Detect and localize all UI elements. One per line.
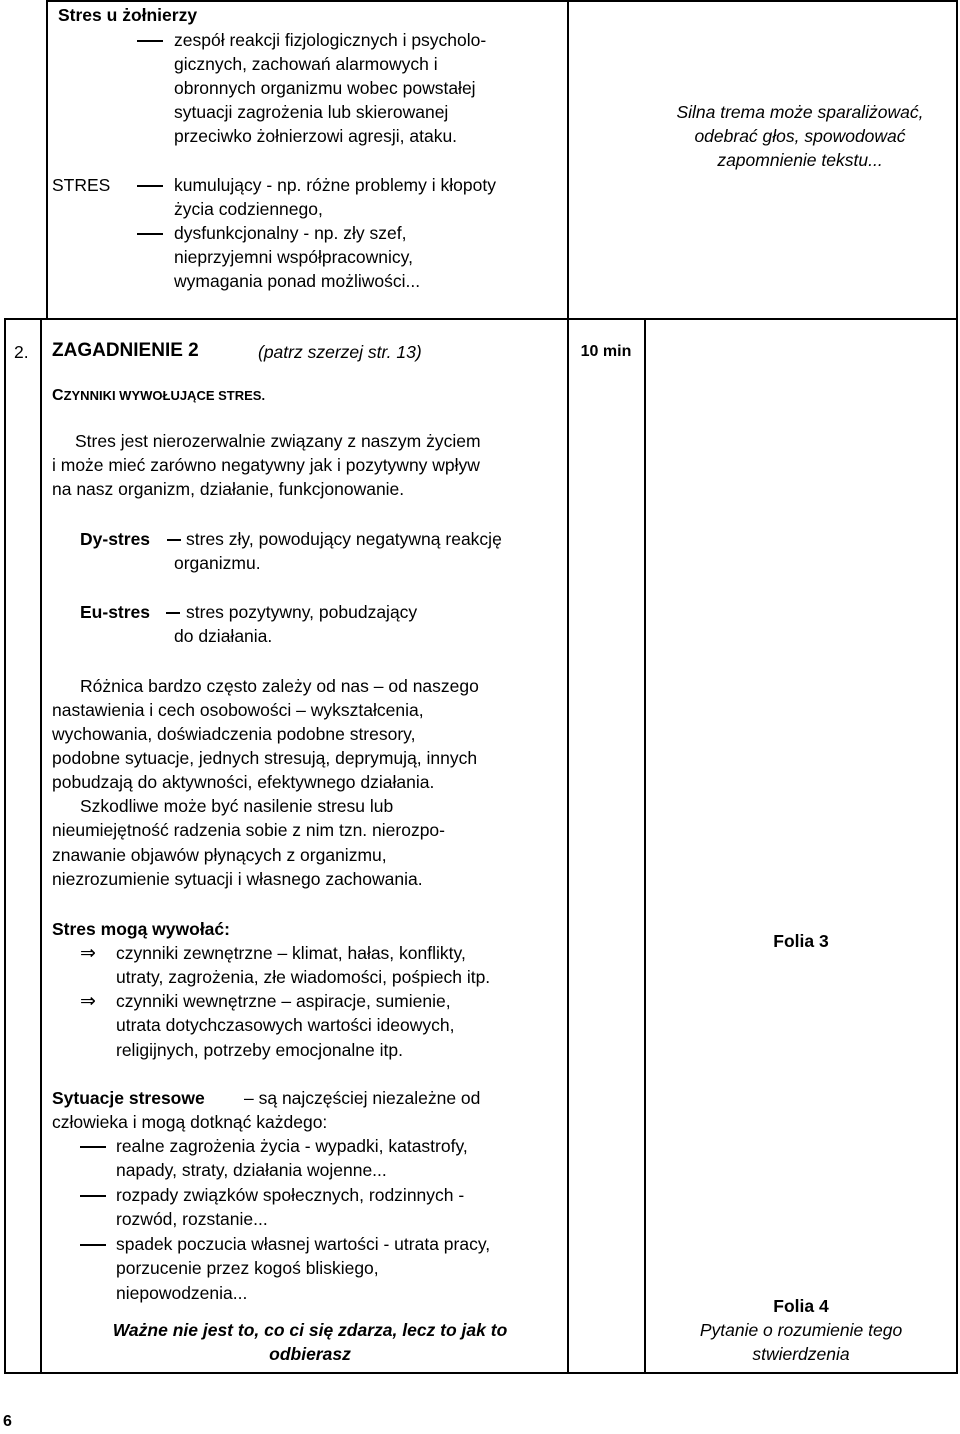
table-border-bottom <box>4 1372 958 1374</box>
difference-line: wychowania, doświadczenia podobne stresory, <box>52 724 416 744</box>
intro-line: Stres jest nierozerwalnie związany z naszym życiem <box>75 431 481 451</box>
folia-3-label: Folia 3 <box>773 931 829 951</box>
table-column-divider-2 <box>644 318 646 1373</box>
intro-line: na nasz organizm, działanie, funkcjonowanie. <box>52 479 405 499</box>
definition-line: sytuacji zagrożenia lub skierowanej <box>174 102 449 122</box>
dystres-dash <box>167 539 181 541</box>
eustres-definition: do działania. <box>174 626 273 646</box>
eustres-term: Eu-stres <box>80 602 151 622</box>
double-arrow-icon: ⇒ <box>80 942 96 964</box>
eustres-dash <box>166 612 180 614</box>
situation-line: rozwód, rozstanie... <box>116 1209 268 1229</box>
section-heading: Stres u żołnierzy <box>58 5 198 25</box>
stres-label: STRES <box>52 175 111 195</box>
subtitle-initial: C <box>52 387 64 404</box>
situation-line: niepowodzenia... <box>116 1283 248 1303</box>
table-column-divider-1 <box>567 318 569 1373</box>
causes-heading: Stres mogą wywołać: <box>52 919 230 939</box>
side-note-line: zapomnienie tekstu... <box>717 150 883 170</box>
folia-4-note: Pytanie o rozumienie tego <box>699 1320 903 1340</box>
type-line: dysfunkcjonalny - np. zły szef, <box>174 223 407 243</box>
cause-line: czynniki zewnętrzne – klimat, hałas, konflikty, <box>116 943 466 963</box>
difference-line: podobne sytuacje, jednych stresują, deprymują, innych <box>52 748 478 768</box>
time-estimate: 10 min <box>580 343 632 360</box>
cause-line: utraty, zagrożenia, złe wiadomości, pośpiech itp. <box>116 967 491 987</box>
cause-line: religijnych, potrzeby emocjonalne itp. <box>116 1040 403 1060</box>
table-column-divider-top <box>567 0 569 319</box>
cause-line: utrata dotychczasowych wartości ideowych, <box>116 1015 455 1035</box>
table-number-column-divider <box>40 318 42 1373</box>
side-note-line: odebrać głos, spowodować <box>694 126 906 146</box>
section-title: ZAGADNIENIE 2 <box>52 340 199 361</box>
subtitle-rest: ZYNNIKI WYWOŁUJĄCE STRES. <box>63 388 266 403</box>
situations-lead: – są najczęściej niezależne od <box>244 1088 481 1108</box>
type-dash <box>137 233 163 235</box>
definition-dash <box>137 40 163 42</box>
difference-line: znawanie objawów płynących z organizmu, <box>52 845 387 865</box>
difference-line: nastawienia i cech osobowości – wykształcenia, <box>52 700 424 720</box>
situation-line: rozpady związków społecznych, rodzinnych - <box>116 1185 465 1205</box>
situation-line: realne zagrożenia życia - wypadki, katastrofy, <box>116 1136 468 1156</box>
side-note-line: Silna trema może sparaliżować, <box>676 102 924 122</box>
situation-dash <box>80 1146 106 1148</box>
dystres-definition: organizmu. <box>174 553 261 573</box>
type-line: życia codziennego, <box>174 199 323 219</box>
section-number: 2. <box>14 342 29 362</box>
table-border-right <box>956 0 958 1373</box>
folia-4-note: stwierdzenia <box>752 1344 850 1364</box>
difference-line: pobudzają do aktywności, efektywnego działania. <box>52 772 435 792</box>
closing-quote-line: odbierasz <box>269 1344 351 1364</box>
situation-line: napady, straty, działania wojenne... <box>116 1160 387 1180</box>
type-dash <box>137 185 163 187</box>
cause-line: czynniki wewnętrzne – aspiracje, sumienie, <box>116 991 451 1011</box>
type-line: nieprzyjemni współpracownicy, <box>174 247 413 267</box>
type-line: wymagania ponad możliwości... <box>174 271 421 291</box>
definition-line: obronnych organizmu wobec powstałej <box>174 78 476 98</box>
type-line: kumulujący - np. różne problemy i kłopoty <box>174 175 496 195</box>
folia-4-label: Folia 4 <box>773 1296 829 1316</box>
difference-line: niezrozumienie sytuacji i własnego zachowania. <box>52 869 423 889</box>
dystres-definition: stres zły, powodujący negatywną reakcję <box>186 529 502 549</box>
difference-line: Różnica bardzo często zależy od nas – od naszego <box>80 676 479 696</box>
situation-dash <box>80 1195 106 1197</box>
dystres-term: Dy-stres <box>80 529 151 549</box>
intro-line: i może mieć zarówno negatywny jak i pozytywny wpływ <box>52 455 480 475</box>
section-reference: (patrz szerzej str. 13) <box>258 342 422 362</box>
page-number: 6 <box>3 1413 12 1430</box>
double-arrow-icon: ⇒ <box>80 990 96 1012</box>
table-row-divider <box>4 318 958 320</box>
situation-line: porzucenie przez kogoś bliskiego, <box>116 1258 379 1278</box>
subtitle <box>52 382 265 408</box>
difference-line: Szkodliwe może być nasilenie stresu lub <box>80 796 394 816</box>
situations-lead: człowieka i mogą dotknąć każdego: <box>52 1112 328 1132</box>
situation-line: spadek poczucia własnej wartości - utrata pracy, <box>116 1234 491 1254</box>
closing-quote-line: Ważne nie jest to, co ci się zdarza, lecz to jak to <box>112 1320 508 1340</box>
difference-line: nieumiejętność radzenia sobie z nim tzn. nierozpo- <box>52 820 445 840</box>
situation-dash <box>80 1244 106 1246</box>
situations-heading: Sytuacje stresowe <box>52 1088 205 1108</box>
definition-line: zespół reakcji fizjologicznych i psycholo- <box>174 30 487 50</box>
table-border-left-top <box>46 0 48 319</box>
table-border-left-bottom <box>4 318 6 1373</box>
definition-line: gicznych, zachowań alarmowych i <box>174 54 438 74</box>
eustres-definition: stres pozytywny, pobudzający <box>186 602 418 622</box>
table-border-top <box>46 0 958 2</box>
definition-line: przeciwko żołnierzowi agresji, ataku. <box>174 126 458 146</box>
